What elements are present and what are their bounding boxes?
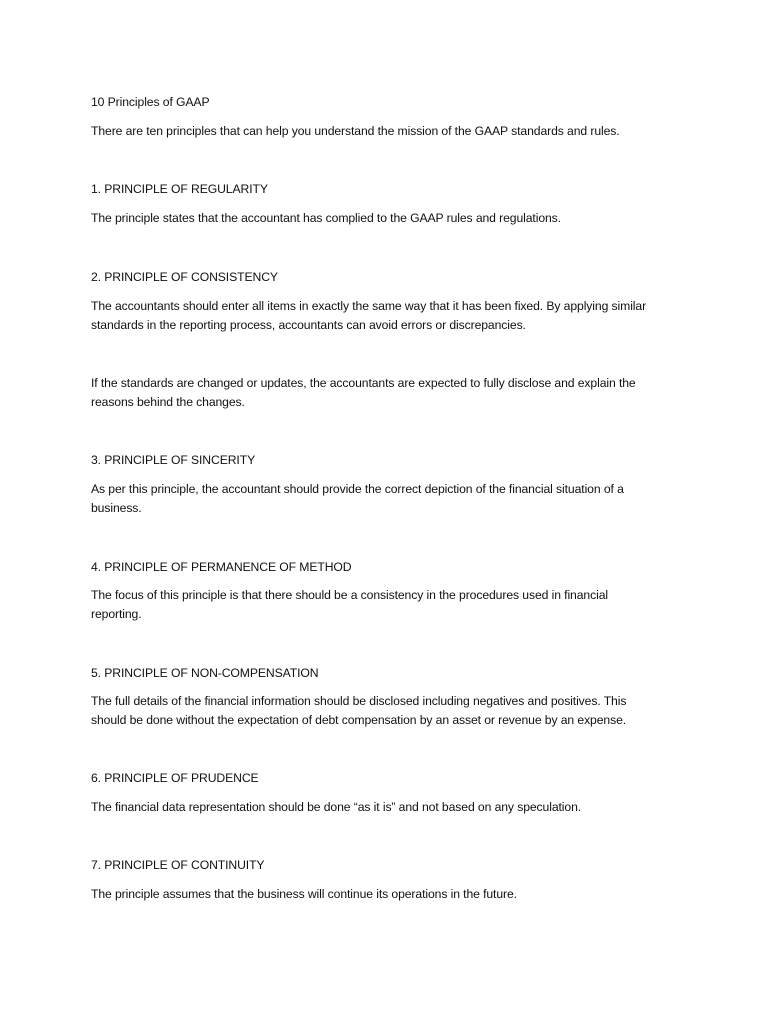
section-heading-sincerity: 3. PRINCIPLE OF SINCERITY (91, 453, 256, 467)
section-text-sincerity-line-1: As per this principle, the accountant should provide the correct depiction of the financial situation of a (91, 482, 624, 496)
section-heading-consistency: 2. PRINCIPLE OF CONSISTENCY (91, 270, 278, 284)
intro-paragraph: There are ten principles that can help you understand the mission of the GAAP standards and rules. (91, 124, 620, 138)
section-text-permanence-line-1: The focus of this principle is that there should be a consistency in the procedures used in financial (91, 588, 608, 602)
section-text-prudence: The financial data representation should be done “as it is” and not based on any speculation. (91, 800, 582, 814)
section-text-consistency-line-4: reasons behind the changes. (91, 395, 245, 409)
section-heading-prudence: 6. PRINCIPLE OF PRUDENCE (91, 771, 259, 785)
section-heading-regularity: 1. PRINCIPLE OF REGULARITY (91, 182, 268, 196)
document-title: 10 Principles of GAAP (91, 95, 210, 109)
section-heading-continuity: 7. PRINCIPLE OF CONTINUITY (91, 858, 265, 872)
section-text-non-compensation-line-1: The full details of the financial information should be disclosed including negatives and positives. This (91, 694, 627, 708)
section-text-consistency-line-1: The accountants should enter all items in exactly the same way that it has been fixed. By applying similar (91, 299, 647, 313)
section-text-regularity: The principle states that the accountant has complied to the GAAP rules and regulations. (91, 211, 561, 225)
section-text-consistency-line-3: If the standards are changed or updates, the accountants are expected to fully disclose and explain the (91, 376, 636, 390)
section-heading-permanence: 4. PRINCIPLE OF PERMANENCE OF METHOD (91, 560, 352, 574)
section-heading-non-compensation: 5. PRINCIPLE OF NON-COMPENSATION (91, 666, 319, 680)
section-text-consistency-line-2: standards in the reporting process, accountants can avoid errors or discrepancies. (91, 318, 526, 332)
section-text-permanence-line-2: reporting. (91, 607, 142, 621)
section-text-non-compensation-line-2: should be done without the expectation of debt compensation by an asset or revenue by an expense. (91, 713, 627, 727)
section-text-continuity: The principle assumes that the business will continue its operations in the future. (91, 887, 517, 901)
section-text-sincerity-line-2: business. (91, 501, 142, 515)
